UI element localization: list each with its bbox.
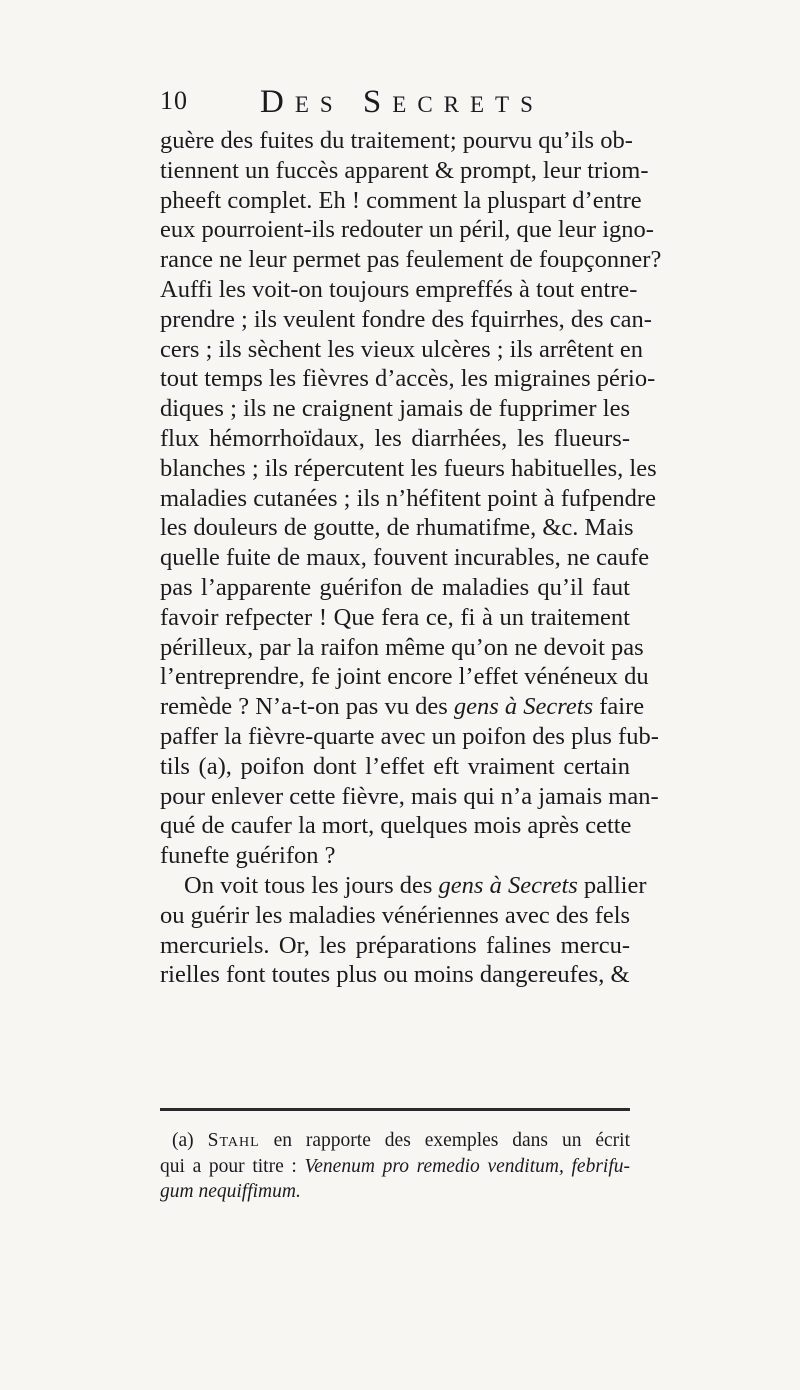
text-line: prendre ; ils veulent fondre des fquirrhes, des can-: [160, 305, 652, 333]
footnote-title: Venenum pro remedio venditum, febrifu-: [304, 1155, 630, 1177]
footnote-marker: (a): [172, 1130, 194, 1151]
text-line: maladies cutanées ; ils n’héfitent point à fufpendre: [160, 484, 656, 512]
footnote-line: [160, 1128, 630, 1154]
text-line: blanches ; ils répercutent les fueurs habituelles, les: [160, 454, 657, 482]
text-line: quelle fuite de maux, fouvent incurables, ne caufe: [160, 544, 650, 572]
footnote-rule: [160, 1108, 630, 1111]
footnote-title: gum nequiffimum.: [160, 1181, 301, 1202]
text-run: faire: [593, 693, 645, 721]
italic-run: gens à Secrets: [453, 693, 594, 721]
text-line: paffer la fièvre-quarte avec un poifon des plus fub-: [160, 722, 659, 750]
text-line: [160, 871, 647, 901]
footnote-line: [160, 1154, 630, 1180]
text-line: funefte guérifon ?: [160, 842, 336, 870]
text-line: eux pourroient-ils redouter un péril, que leur igno-: [160, 216, 654, 244]
text-run: pallier: [577, 871, 647, 899]
text-line: Auffi les voit-on toujours empreffés à tout entre-: [160, 275, 638, 303]
running-title: Des Secrets: [260, 84, 544, 120]
footnote-text: en rapporte des exemples dans un écrit: [259, 1130, 631, 1151]
footnote-text: qui a pour titre :: [160, 1155, 305, 1177]
text-line: périlleux, par la raifon même qu’on ne devoit pas: [160, 633, 644, 661]
text-run: On voit tous les jours des: [184, 871, 439, 899]
text-line: favoir refpecter ! Que fera ce, fi à un traitement: [160, 603, 630, 631]
text-line: qué de caufer la mort, quelques mois après cette: [160, 812, 632, 840]
italic-run: gens à Secrets: [438, 871, 578, 899]
body-text: [160, 126, 662, 990]
text-line: guère des fuites du traitement; pourvu qu’ils ob-: [160, 127, 633, 154]
text-line: pour enlever cette fièvre, mais qui n’a jamais man-: [160, 782, 659, 810]
page-number: 10: [160, 86, 188, 115]
text-run: remède ? N’a-t-on pas vu des: [160, 693, 454, 721]
text-line: flux hémorrhoïdaux, les diarrhées, les flueurs-: [160, 424, 630, 452]
text-line: mercuriels. Or, les préparations falines mercu-: [160, 931, 630, 959]
footnote: [160, 1128, 630, 1205]
text-line: l’entreprendre, fe joint encore l’effet vénéneux du: [160, 663, 649, 691]
text-line: tils (a), poifon dont l’effet eft vraiment certain: [160, 752, 630, 780]
text-line: tiennent un fuccès apparent & prompt, leur triom-: [160, 156, 649, 184]
page-header: [160, 84, 630, 124]
text-line: tout temps les fièvres d’accès, les migraines pério-: [160, 365, 656, 393]
footnote-line: [160, 1179, 630, 1205]
text-line: [160, 692, 645, 722]
text-line: rance ne leur permet pas feulement de foupçonner?: [160, 246, 662, 274]
text-line: pas l’apparente guérifon de maladies qu’il faut: [160, 573, 630, 601]
text-line: rielles font toutes plus ou moins dangereufes, &: [160, 961, 630, 989]
text-line: cers ; ils sèchent les vieux ulcères ; ils arrêtent en: [160, 335, 644, 363]
text-line: diques ; ils ne craignent jamais de fupprimer les: [160, 395, 630, 423]
text-line: les douleurs de goutte, de rhumatifme, &c. Mais: [160, 514, 634, 542]
footnote-author: Stahl: [207, 1130, 260, 1151]
text-line: pheeft complet. Eh ! comment la pluspart d’entre: [160, 186, 642, 214]
text-line: ou guérir les maladies vénériennes avec des fels: [160, 901, 631, 929]
